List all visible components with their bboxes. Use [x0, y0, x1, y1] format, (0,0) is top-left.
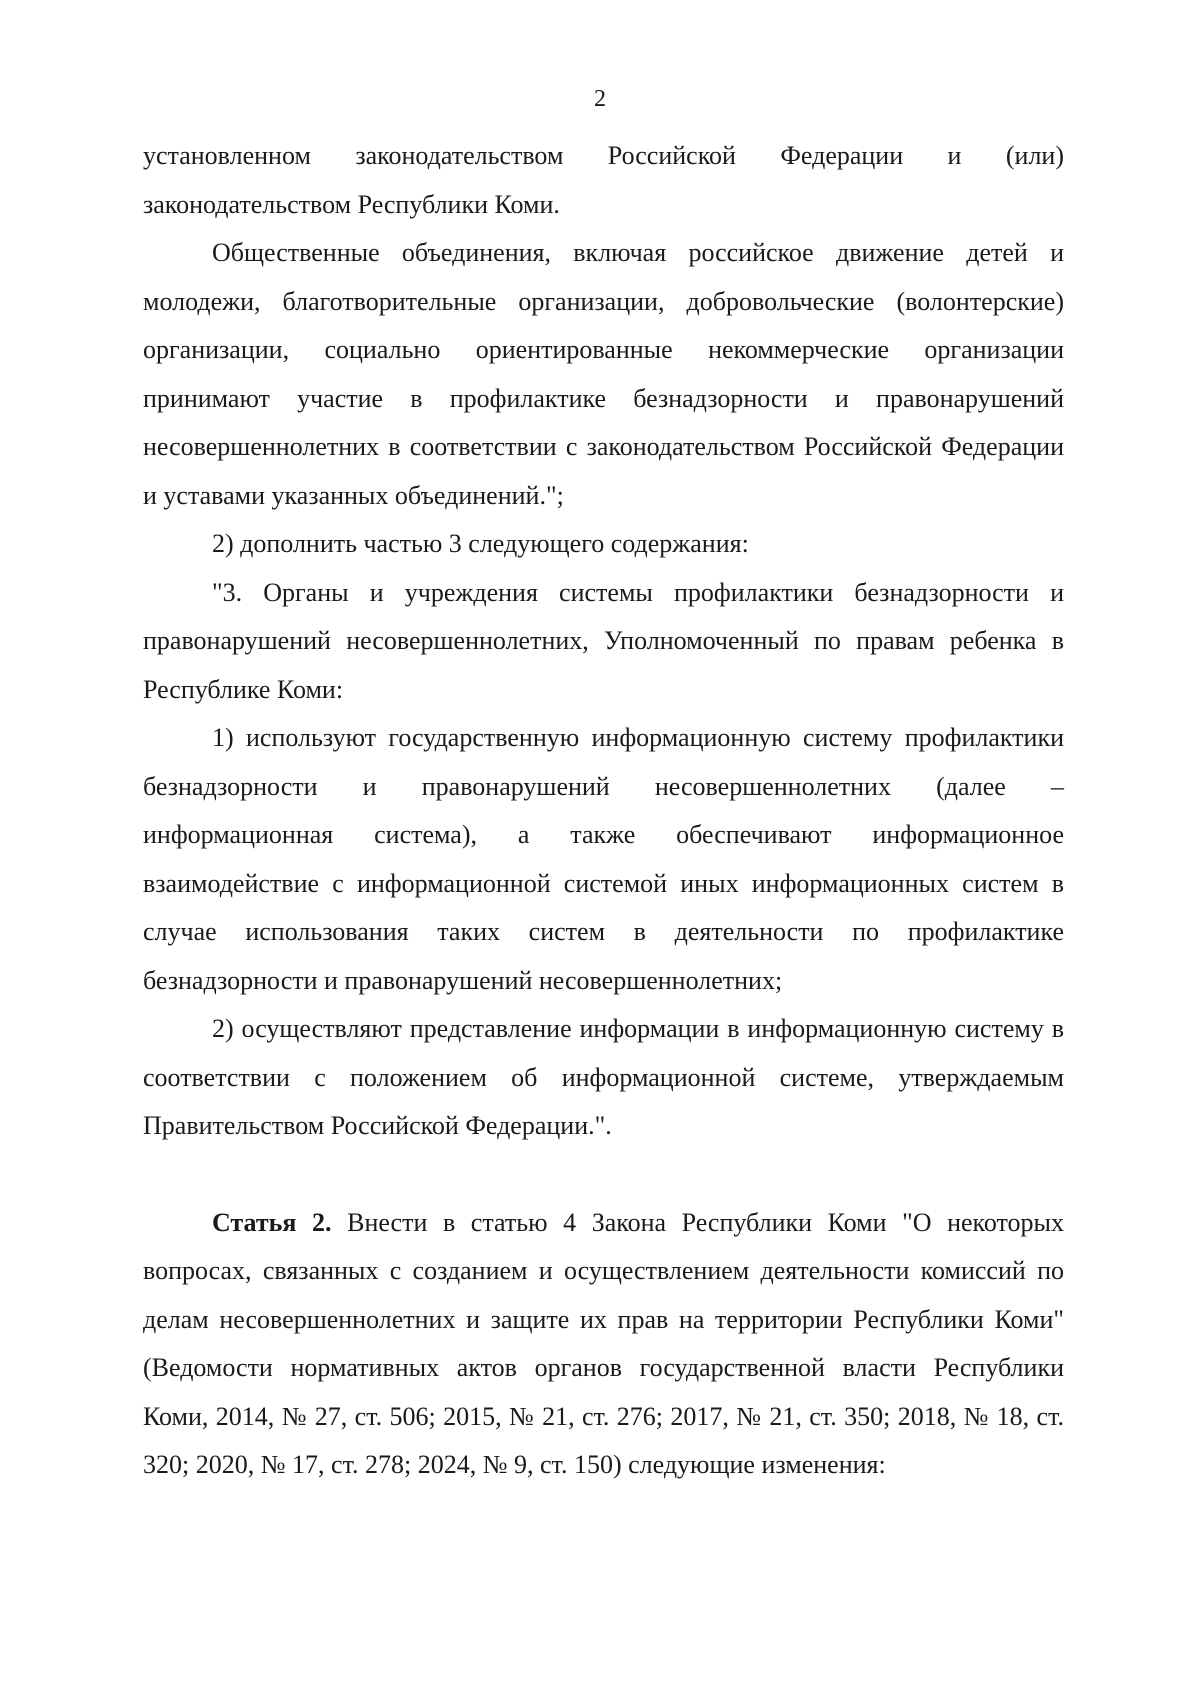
article-2-label: Статья 2. [212, 1207, 332, 1237]
paragraph-item-2: 2) дополнить частью 3 следующего содержания: [212, 529, 749, 558]
section-gap [143, 1151, 1064, 1199]
page-number: 2 [594, 86, 606, 112]
paragraph-subitem-1: 1) используют государственную информационную систему профилактики безнадзорности и правонарушений несовершеннолетних (далее – информационная система), а также обеспечивают информационное взаимодействие с информационной системой иных информационных систем в случае использования таких систем в деятельности по профилактике безнадзорности и правонарушений несовершеннолетних; [143, 723, 1064, 995]
document-body [143, 132, 1064, 1490]
paragraph-public-associations: Общественные объединения, включая российское движение детей и молодежи, благотворительные организации, добровольческие (волонтерские) организации, социально ориентированные некоммерческие организации принимают участие в профилактике безнадзорности и правонарушений несовершеннолетних в соответствии с законодательством Российской Федерации и уставами указанных объединений."; [143, 238, 1064, 510]
paragraph-part-3: "3. Органы и учреждения системы профилактики безнадзорности и правонарушений несовершеннолетних, Уполномоченный по правам ребенка в Республике Коми: [143, 577, 1064, 704]
paragraph-subitem-2: 2) осуществляют представление информации в информационную систему в соответствии с положением об информационной системе, утверждаемым Правительством Российской Федерации.". [143, 1014, 1064, 1140]
paragraph-continuation: установленном законодательством Российской Федерации и (или) законодательством Республики Коми. [143, 141, 1064, 219]
article-2-text: Внести в статью 4 Закона Республики Коми "О некоторых вопросах, связанных с созданием и осуществлением деятельности комиссий по делам несовершеннолетних и защите их прав на территории Республики Коми" (Ведомости нормативных актов органов государственной власти Республики Коми, 2014, № 27, ст. 506; 2015, № 21, ст. 276; 2017, № 21, ст. 350; 2018, № 18, ст. 320; 2020, № 17, ст. 278; 2024, № 9, ст. 150) следующие изменения: [143, 1207, 1065, 1479]
article-2-paragraph [143, 1199, 1064, 1490]
